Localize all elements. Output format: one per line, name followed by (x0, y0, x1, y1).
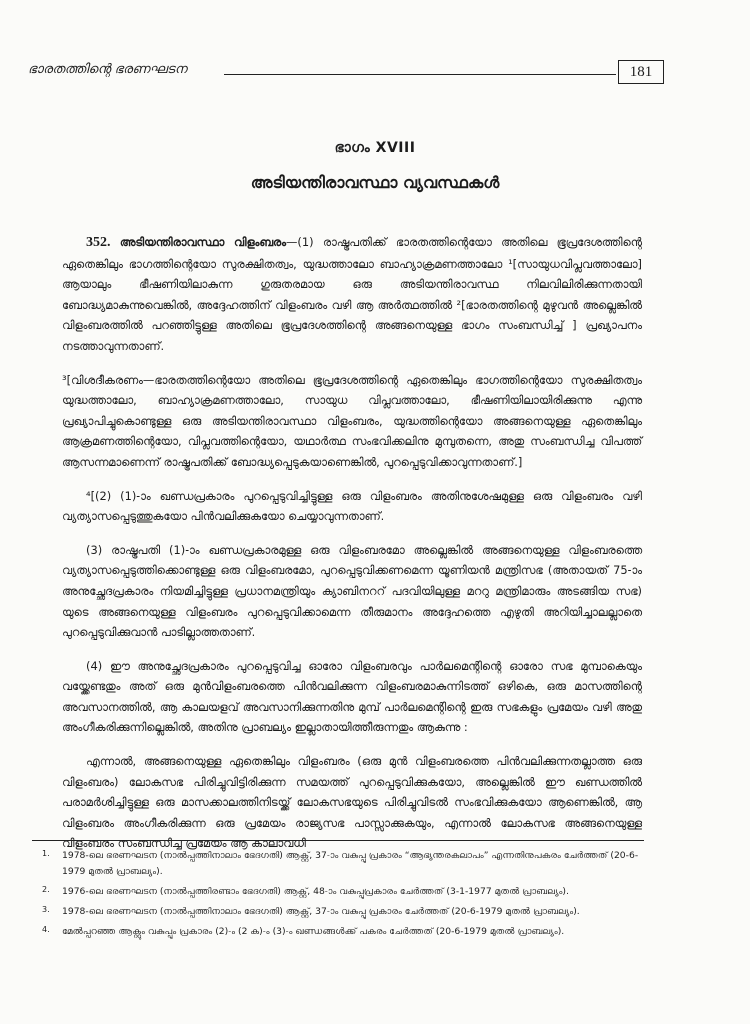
footnote-number: 4. (42, 925, 50, 934)
running-header (28, 62, 653, 86)
part-title: അടിയന്തിരാവസ്ഥാ വ്യവസ്ഥകൾ (250, 173, 500, 192)
footnote-text: 1978-ലെ ഭരണഘടന (നാൽപ്പത്തിനാലാം ഭേദഗതി) ആക്റ്റ്, 37-ാം വകുപ്പു പ്രകാരം ചേർത്തത് (20-6-1979 മുതൽ പ്രാബല്യം). (62, 906, 580, 917)
footnote-number: 1. (42, 849, 50, 858)
part-label: ഭാഗം XVIII (334, 140, 416, 156)
footnote (36, 848, 642, 880)
footnotes-rule (32, 840, 644, 841)
footnote (36, 884, 642, 900)
clause-2-paragraph: ⁴[(2) (1)-ാം ഖണ്ഡപ്രകാരം പുറപ്പെടുവിച്ചിട്ടുള്ള ഒരു വിളംബരം അതിനുശേഷമുള്ള ഒരു വിളംബരം വഴി വ്യത്യാസപ്പെടുത്തുകയോ പിൻവലിക്കുകയോ ചെയ്യാവുന്നതാണ്. (62, 488, 642, 524)
proviso-paragraph: എന്നാൽ, അങ്ങനെയുള്ള ഏതെങ്കിലും വിളംബരം (ഒരു മുൻ വിളംബരത്തെ പിൻവലിക്കുന്നതല്ലാത്ത ഒരു വിളംബരം) ലോകസഭ പിരിച്ചുവിട്ടിരിക്കുന്ന സമയത്ത് പുറപ്പെടുവിക്കുകയോ, അല്ലെങ്കിൽ ഈ ഖണ്ഡത്തിൽ പരാമർശിച്ചിട്ടുള്ള ഒരു മാസക്കാലത്തിനിടയ്ക്ക് ലോകസഭയുടെ പിരിച്ചുവിടൽ സംഭവിക്കുകയോ ആണെങ്കിൽ, ആ വിളംബരം അംഗീകരിക്കുന്ന ഒരു പ്രമേയം രാജ്യസഭ പാസ്സാക്കുകയും, എന്നാൽ ലോകസഭ അങ്ങനെയുള്ള വിളംബരം സംബന്ധിച്ച പ്രമേയം ആ കാലാവധി (62, 754, 642, 851)
article-heading: അടിയന്തിരാവസ്ഥാ വിളംബരം (119, 235, 286, 249)
footnote-text: 1978-ലെ ഭരണഘടന (നാൽപ്പത്തിനാലാം ഭേദഗതി) ആക്റ്റ്, 37-ാം വകുപ്പു പ്രകാരം “ആഭ്യന്തരകലാപം” എന്നതിനുപകരം ചേർത്തത് (20-6-1979 മുതൽ പ്രാബല്യം). (62, 850, 639, 877)
footnote-number: 3. (42, 905, 50, 914)
explanation-paragraph: ³[വിശദീകരണം—ഭാരതത്തിന്റെയോ അതിലെ ഭൂപ്രദേശത്തിന്റെ ഏതെങ്കിലും ഭാഗത്തിന്റെയോ സുരക്ഷിതത്വം യുദ്ധത്താലോ, ബാഹ്യാക്രമണത്താലോ, സായുധ വിപ്ലവത്താലോ, ഭീഷണിയിലായിരിക്കുന്നു എന്നു പ്രഖ്യാപിച്ചുകൊണ്ടുള്ള ഒരു അടിയന്തിരാവസ്ഥാ വിളംബരം, യുദ്ധത്തിന്റെയോ അങ്ങനെയുള്ള ഏതെങ്കിലും ആക്രമണത്തിന്റെയോ, വിപ്ലവത്തിന്റെയോ, യഥാർത്ഥ സംഭവിക്കലിനു മുമ്പുതന്നെ, അതു സംബന്ധിച്ച വിപത്ത് ആസന്നമാണെന്ന് രാഷ്ട്രപതിക്ക് ബോദ്ധ്യപ്പെടുകയാണെങ്കിൽ, പുറപ്പെടുവിക്കാവുന്നതാണ്.] (62, 372, 642, 469)
footnote-number: 2. (42, 885, 50, 894)
article-paragraph-1 (62, 232, 642, 357)
clause-4-paragraph: (4) ഈ അനുച്ഛേദപ്രകാരം പുറപ്പെടുവിച്ച ഓരോ വിളംബരവും പാർലമെന്റിന്റെ ഓരോ സഭ മുമ്പാകെയും വയ്ക്കേണ്ടതും അത് ഒരു മുൻവിളംബരത്തെ പിൻവലിക്കുന്ന വിളംബരമാകുന്നിടത്ത് ഒഴികെ, ഒരു മാസത്തിന്റെ അവസാനത്തിൽ, ആ കാലയളവ് അവസാനിക്കുന്നതിനു മുമ്പ് പാർലമെന്റിന്റെ ഇരു സഭകളും പ്രമേയം വഴി അതു അംഗീകരിക്കുന്നില്ലെങ്കിൽ, അതിനു പ്രാബല്യം ഇല്ലാതായിത്തീരുന്നതും ആകുന്നു : (62, 658, 642, 735)
article-number: 352. (86, 235, 111, 250)
footnote (36, 924, 642, 940)
footnote (36, 904, 642, 920)
clause-3-paragraph: (3) രാഷ്ട്രപതി (1)-ാം ഖണ്ഡപ്രകാരമുള്ള ഒരു വിളംബരമോ അല്ലെങ്കിൽ അങ്ങനെയുള്ള വിളംബരത്തെ വ്യത്യാസപ്പെടുത്തിക്കൊണ്ടുള്ള ഒരു വിളംബരമോ, പുറപ്പെടുവിക്കണമെന്ന യൂണിയൻ മന്ത്രിസഭ (അതായത് 75-ാം അനുച്ഛേദപ്രകാരം നിയമിച്ചിട്ടുള്ള പ്രധാനമന്ത്രിയും ക്യാബിനററ് പദവിയിലുള്ള മററു മന്ത്രിമാരും അടങ്ങിയ സഭ) യുടെ അങ്ങനെയുള്ള വിളംബരം പുറപ്പെടുവിക്കാമെന്ന തീരുമാനം അദ്ദേഹത്തെ എഴുതി അറിയിച്ചാലല്ലാതെ പുറപ്പെടുവിക്കുവാൻ പാടില്ലാത്തതാണ്. (62, 542, 642, 640)
page-number: 181 (618, 60, 664, 84)
header-rule (224, 74, 616, 75)
running-title: ഭാരതത്തിന്റെ ഭരണഘടന (28, 62, 187, 77)
footnote-text: 1976-ലെ ഭരണഘടന (നാൽപ്പത്തിരണ്ടാം ഭേദഗതി) ആക്റ്റ്, 48-ാം വകുപ്പുപ്രകാരം ചേർത്തത് (3-1-1977 മുതൽ പ്രാബല്യം). (62, 886, 569, 897)
footnotes (36, 848, 642, 944)
article-body (62, 232, 642, 867)
clause-1-text: —(1) രാഷ്ട്രപതിക്ക് ഭാരതത്തിന്റെയോ അതിലെ ഭൂപ്രദേശത്തിന്റെ ഏതെങ്കിലും ഭാഗത്തിന്റെയോ സുരക്ഷിതത്വം, യുദ്ധത്താലോ ബാഹ്യാക്രമണത്താലോ ¹[സായുധവിപ്ലവത്താലോ] ആയാലും ഭീഷണിയിലാകുന്ന ഗുരുതരമായ ഒരു അടിയന്തിരാവസ്ഥ നിലവിലിരിക്കുന്നതായി ബോദ്ധ്യമാകുന്നുവെങ്കിൽ, അദ്ദേഹത്തിന് വിളംബരം വഴി ആ അർത്ഥത്തിൽ ²[ഭാരതത്തിന്റെ മുഴുവൻ അല്ലെങ്കിൽ വിളംബരത്തിൽ പറഞ്ഞിട്ടുള്ള അതിലെ ഭൂപ്രദേശത്തിന്റെ അങ്ങനെയുള്ള ഭാഗം സംബന്ധിച്ച് ] പ്രഖ്യാപനം നടത്താവുന്നതാണ്. (62, 235, 642, 353)
footnote-text: മേൽപ്പറഞ്ഞ ആക്റ്റും വകുപ്പും പ്രകാരം (2)-ം (2 ക)-ം (3)-ം ഖണ്ഡങ്ങൾക്ക് പകരം ചേർത്തത് (20-6-1979 മുതൽ പ്രാബല്യം). (62, 926, 565, 937)
